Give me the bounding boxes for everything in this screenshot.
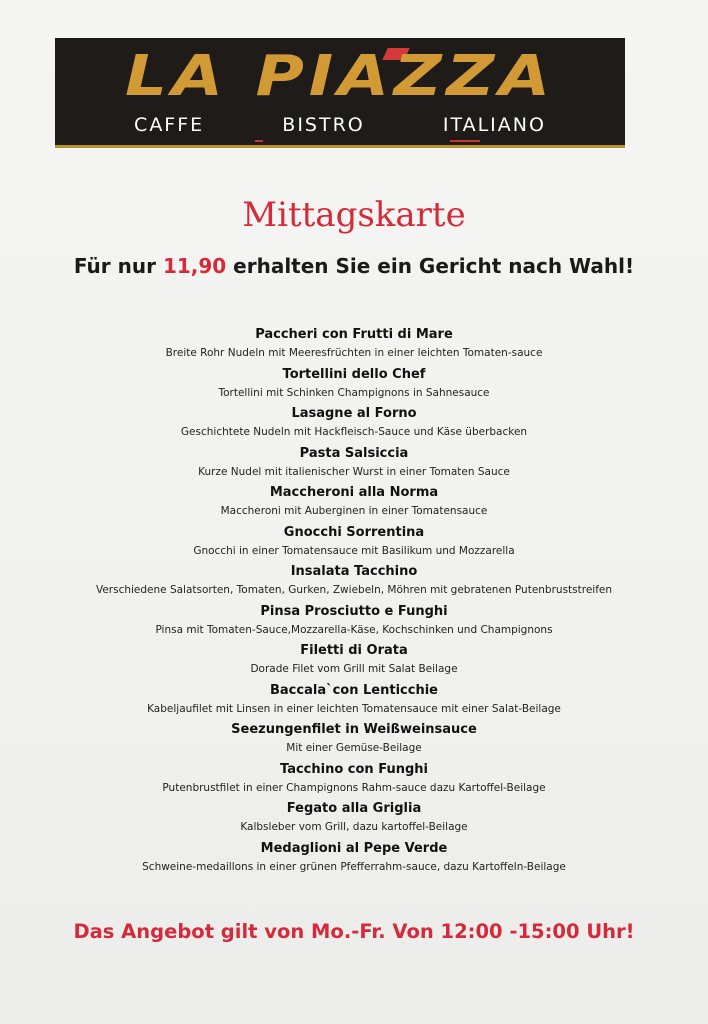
dish-name: Paccheri con Frutti di Mare	[255, 327, 453, 342]
dish-description: Schweine-medaillons in einer grünen Pfefferrahm-sauce, dazu Kartoffeln-Beilage	[142, 860, 566, 873]
dish-name: Tacchino con Funghi	[280, 761, 428, 777]
offer-text-after: erhalten Sie ein Gericht nach Wahl!	[226, 254, 635, 278]
dish-name: Pinsa Prosciutto e Funghi	[260, 603, 448, 619]
dish-name: Medaglioni al Pepe Verde	[260, 840, 448, 856]
list-item	[0, 444, 708, 484]
dish-name: Gnocchi Sorrentina	[283, 524, 425, 540]
dish-description: Dorade Filet vom Grill mit Salat Beilage	[250, 663, 458, 675]
offer-text-before: Für nur	[73, 254, 163, 278]
dish-name: Tortellini dello Chef	[282, 366, 426, 382]
dish-description: Pinsa mit Tomaten-Sauce,Mozzarella-Käse, Kochschinken und Champignons	[155, 623, 553, 636]
list-item	[0, 799, 708, 839]
dish-description: Verschiedene Salatsorten, Tomaten, Gurken, Zwiebeln, Möhren mit gebratenen Putenbruststreifen	[95, 584, 613, 596]
dish-name: Pasta Salsiccia	[299, 445, 409, 461]
page-title: Mittagskarte	[242, 195, 466, 235]
dish-name: Seezungenfilet in Weißweinsauce	[231, 722, 477, 737]
dish-name: Filetti di Orata	[300, 643, 408, 658]
list-item	[0, 365, 708, 405]
dish-name: Baccala`con Lenticchie	[270, 682, 438, 698]
dish-name: Fegato alla Griglia	[286, 801, 422, 816]
logo-tagline-bistro: BISTRO	[282, 114, 365, 136]
list-item	[0, 523, 708, 563]
dish-description: Tortellini mit Schinken Champignons in Sahnesauce	[218, 386, 490, 399]
offer-hours: Das Angebot gilt von Mo.-Fr. Von 12:00 -15:00 Uhr!	[73, 920, 635, 943]
logo-divider	[450, 140, 480, 142]
dish-description: Kalbsleber vom Grill, dazu kartoffel-Beilage	[240, 821, 468, 833]
logo-divider	[255, 140, 263, 142]
dish-description: Breite Rohr Nudeln mit Meeresfrüchten in einer leichten Tomaten-sauce	[165, 347, 543, 359]
dish-description: Gnocchi in einer Tomatensauce mit Basilikum und Mozzarella	[193, 544, 515, 557]
offer-price: 11,90	[162, 254, 227, 278]
price-offer	[0, 254, 708, 278]
list-item	[0, 720, 708, 760]
list-item	[0, 562, 708, 602]
list-item	[0, 641, 708, 681]
dish-description: Kurze Nudel mit italienischer Wurst in einer Tomaten Sauce	[198, 465, 510, 478]
dish-name: Insalata Tacchino	[290, 564, 418, 579]
restaurant-logo	[55, 38, 625, 148]
list-item	[0, 483, 708, 523]
list-item	[0, 760, 708, 800]
dish-description: Maccheroni mit Auberginen in einer Tomatensauce	[220, 505, 488, 517]
dish-description: Putenbrustfilet in einer Champignons Rahm-sauce dazu Kartoffel-Beilage	[162, 781, 546, 794]
list-item	[0, 681, 708, 721]
logo-tagline-italiano: ITALIANO	[442, 114, 546, 136]
logo-tagline-caffe: CAFFE	[134, 114, 205, 136]
dish-description: Mit einer Gemüse-Beilage	[286, 742, 422, 754]
list-item	[0, 325, 708, 365]
list-item	[0, 404, 708, 444]
list-item	[0, 602, 708, 642]
list-item	[0, 839, 708, 879]
dish-list	[0, 325, 708, 878]
dish-name: Lasagne al Forno	[291, 406, 417, 421]
dish-description: Kabeljaufilet mit Linsen in einer leichten Tomatensauce mit einer Salat-Beilage	[147, 702, 561, 715]
dish-description: Geschichtete Nudeln mit Hackfleisch-Sauce und Käse überbacken	[180, 426, 528, 438]
logo-name: LA PIAZZA	[125, 44, 555, 109]
logo-taglines	[55, 114, 625, 136]
dish-name: Maccheroni alla Norma	[269, 485, 439, 500]
